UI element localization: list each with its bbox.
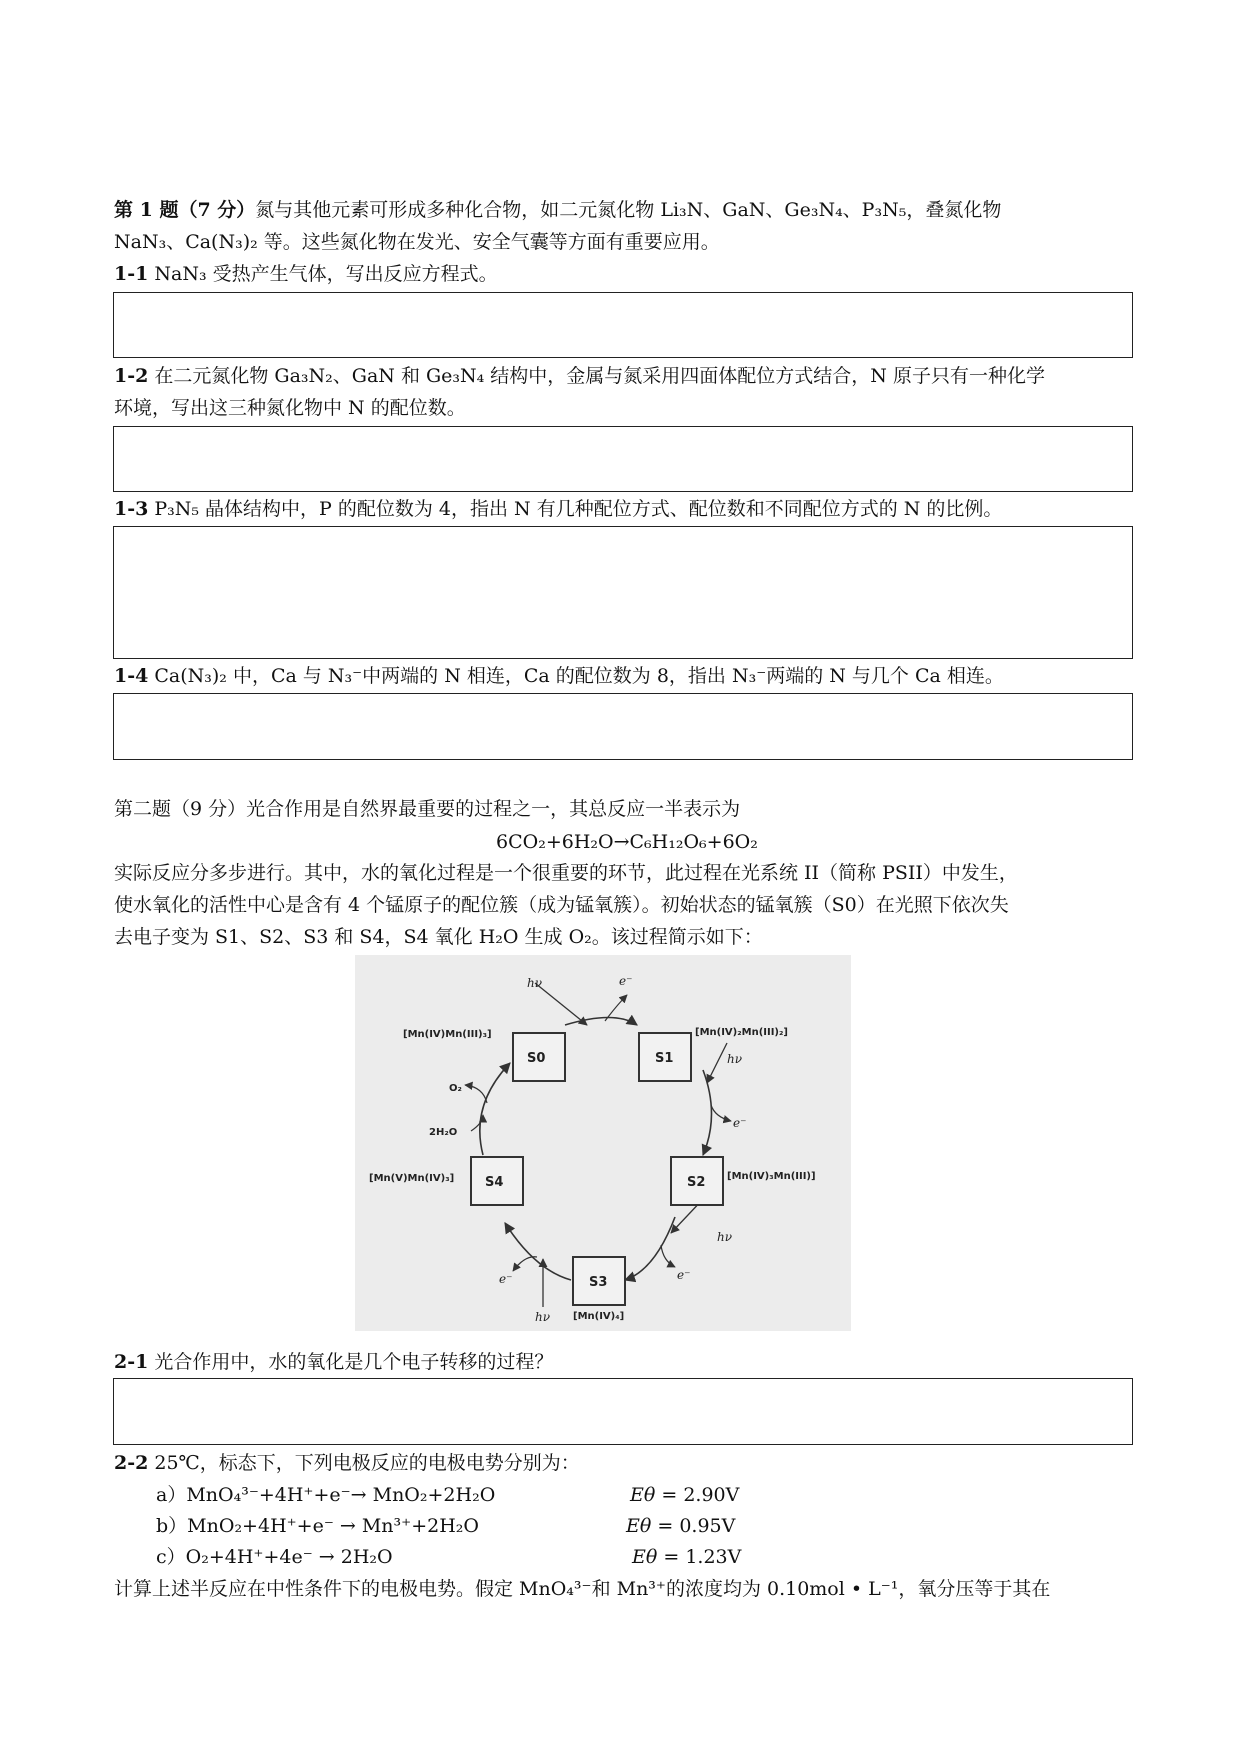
q2-overall-equation: 6CO₂+6H₂O→C₆H₁₂O₆+6O₂ — [496, 831, 758, 853]
s-state-cycle-figure — [355, 955, 851, 1331]
q1-heading: 第 1 题（7 分） — [114, 199, 256, 221]
arrow-s4-s0 — [480, 1063, 510, 1155]
q2-intro: 第二题（9 分）光合作用是自然界最重要的过程之一，其总反应一半表示为 — [114, 798, 741, 820]
label-o2: O₂ — [449, 1083, 462, 1094]
reaction-a: a）MnO₄³⁻+4H⁺+e⁻→ MnO₂+2H₂O — [156, 1484, 496, 1506]
state-s2: S2 — [687, 1175, 706, 1190]
reaction-b: b）MnO₂+4H⁺+e⁻ → Mn³⁺+2H₂O — [156, 1515, 479, 1537]
q1-2-answer-box[interactable] — [113, 426, 1133, 492]
q2-para-line2: 使水氧化的活性中心是含有 4 个锰原子的配位簇（成为锰氧簇）。初始状态的锰氧簇（S0）在光照下依次失 — [114, 894, 1009, 916]
arrow-s2-s3 — [625, 1217, 675, 1280]
e-label-1: e⁻ — [619, 974, 633, 988]
q1-intro-line2: NaN₃、Ca(N₃)₂ 等。这些氮化物在发光、安全气囊等方面有重要应用。 — [114, 231, 720, 253]
q2-2-final-line: 计算上述半反应在中性条件下的电极电势。假定 MnO₄³⁻和 Mn³⁺的浓度均为 0.10mol • L⁻¹，氧分压等于其在 — [114, 1578, 1051, 1600]
q1-4-prompt: 1-4 Ca(N₃)₂ 中，Ca 与 N₃⁻中两端的 N 相连，Ca 的配位数为 8，指出 N₃⁻两端的 N 与几个 Ca 相连。 — [114, 665, 1004, 687]
hv-label-2: hν — [727, 1052, 743, 1066]
q2-2-prompt: 2-2 25℃，标态下，下列电极反应的电极电势分别为： — [114, 1452, 580, 1474]
label-water: 2H₂O — [429, 1127, 458, 1138]
q1-2-prompt-line2: 环境，写出这三种氮化物中 N 的配位数。 — [114, 397, 466, 419]
q2-1-answer-box[interactable] — [113, 1378, 1133, 1445]
arrow-s0-s1 — [565, 1018, 637, 1026]
hv-label-3: hν — [717, 1230, 733, 1244]
q2-para-line3: 去电子变为 S1、S2、S3 和 S4，S4 氧化 H₂O 生成 O₂。该过程简示如下： — [114, 926, 763, 948]
q1-4-answer-box[interactable] — [113, 693, 1133, 760]
label-s1: [Mn(IV)₂Mn(III)₂] — [695, 1027, 788, 1038]
e-label-2: e⁻ — [733, 1116, 747, 1130]
hv-label-1: hν — [527, 976, 543, 990]
q2-1-prompt: 2-1 光合作用中，水的氧化是几个电子转移的过程？ — [114, 1351, 554, 1373]
q1-3-answer-box[interactable] — [113, 526, 1133, 659]
q1-1-prompt: 1-1 NaN₃ 受热产生气体，写出反应方程式。 — [114, 263, 498, 285]
potential-c: Eθ = 1.23V — [632, 1546, 742, 1568]
q1-3-prompt: 1-3 P₃N₅ 晶体结构中，P 的配位数为 4，指出 N 有几种配位方式、配位数和不同配位方式的 N 的比例。 — [114, 498, 1003, 520]
cycle-diagram — [355, 955, 851, 1331]
q1-intro-line1: 第 1 题（7 分）氮与其他元素可形成多种化合物，如二元氮化物 Li₃N、GaN、Ge₃N₄、P₃N₅，叠氮化物 — [114, 199, 1002, 221]
q1-2-prompt-line1: 1-2 在二元氮化物 Ga₃N₂、GaN 和 Ge₃N₄ 结构中，金属与氮采用四面体配位方式结合，N 原子只有一种化学 — [114, 365, 1045, 387]
state-s3: S3 — [589, 1275, 608, 1290]
q1-1-answer-box[interactable] — [113, 292, 1133, 358]
label-s4: [Mn(V)Mn(IV)₃] — [369, 1173, 455, 1184]
e-label-4: e⁻ — [499, 1272, 513, 1286]
label-s3: [Mn(IV)₄] — [573, 1311, 625, 1322]
label-s2: [Mn(IV)₃Mn(III)] — [727, 1171, 816, 1182]
hv-label-4: hν — [535, 1310, 551, 1324]
state-s4: S4 — [485, 1175, 504, 1190]
state-s1: S1 — [655, 1051, 674, 1066]
label-s0: [Mn(IV)Mn(III)₃] — [403, 1029, 492, 1040]
arrow-s3-s4 — [505, 1223, 571, 1280]
reaction-c: c）O₂+4H⁺+4e⁻ → 2H₂O — [156, 1546, 393, 1568]
q2-para-line1: 实际反应分多步进行。其中，水的氧化过程是一个很重要的环节，此过程在光系统 II（简称 PSII）中发生， — [114, 862, 1018, 884]
state-s0: S0 — [527, 1051, 546, 1066]
e-label-3: e⁻ — [677, 1268, 691, 1282]
potential-b: Eθ = 0.95V — [626, 1515, 736, 1537]
potential-a: Eθ = 2.90V — [630, 1484, 740, 1506]
